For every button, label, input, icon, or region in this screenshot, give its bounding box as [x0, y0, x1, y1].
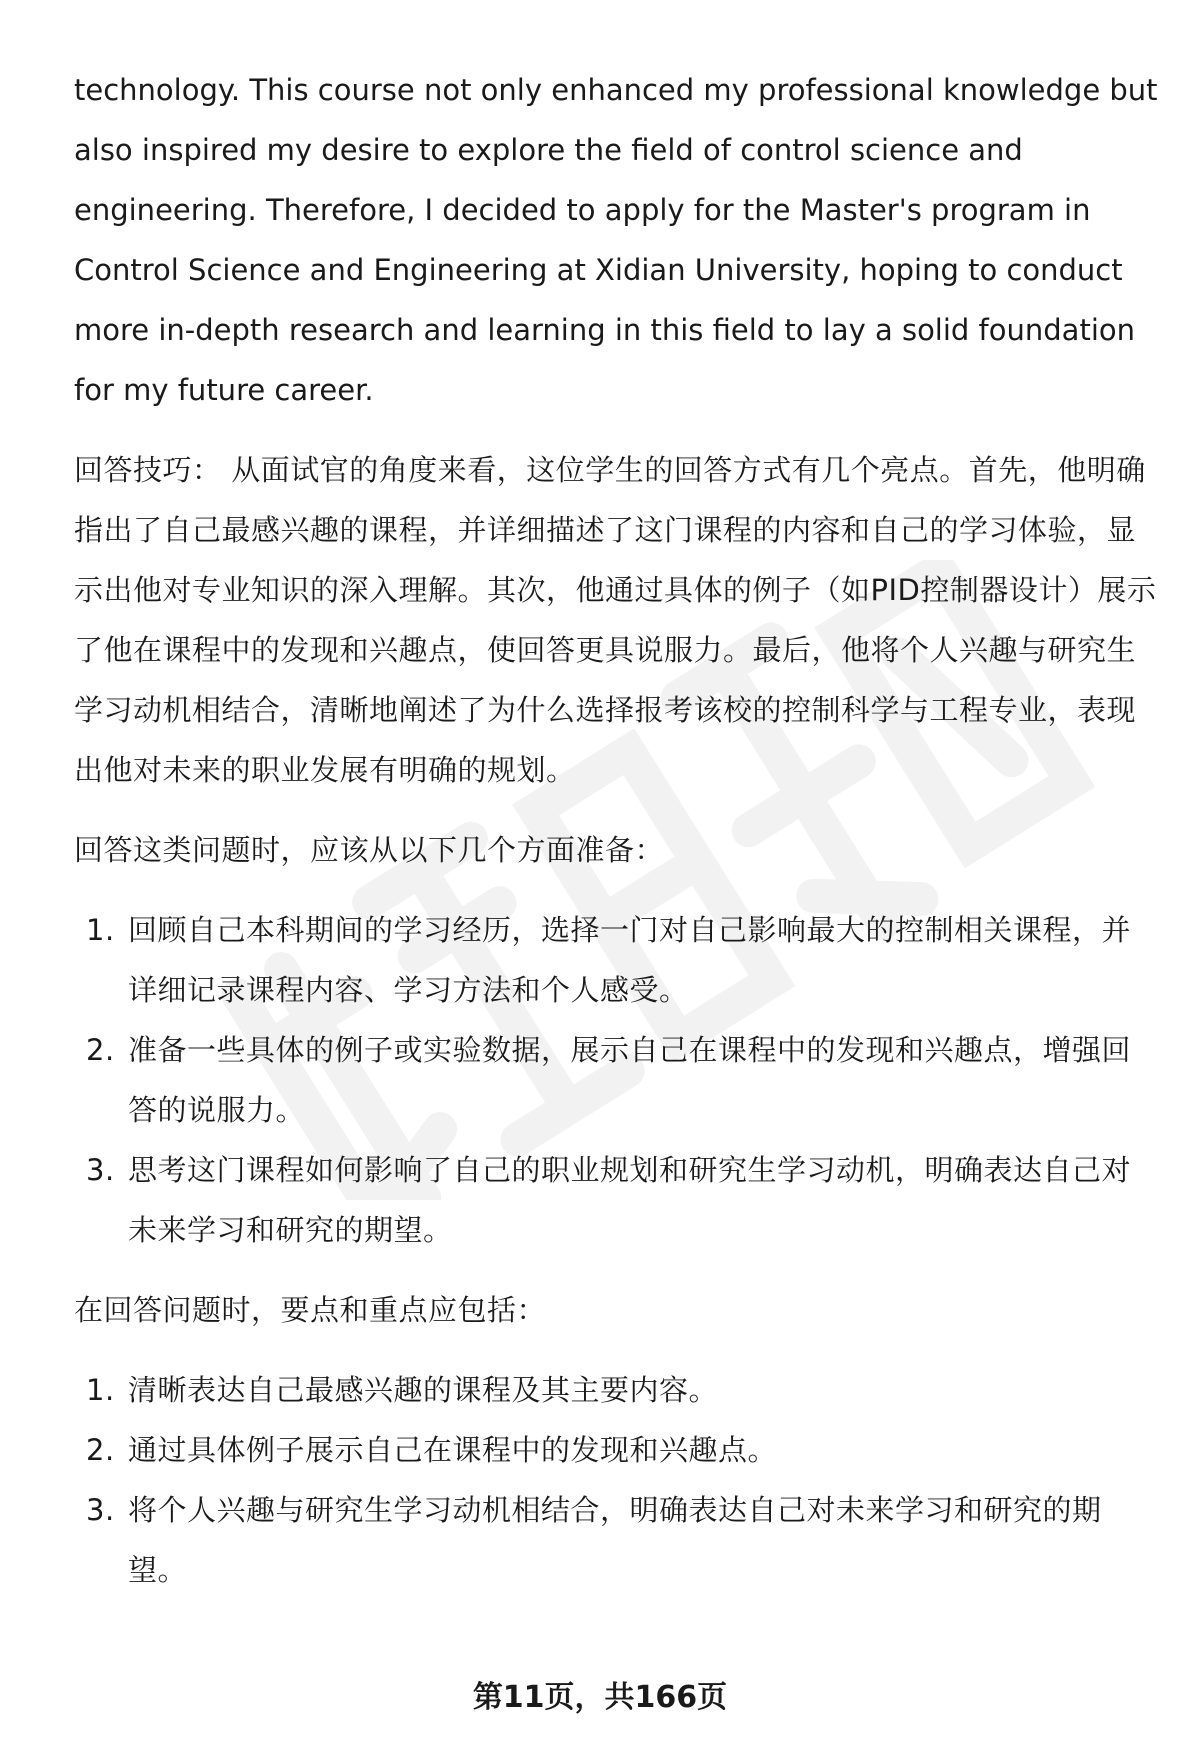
list-item-text: 准备一些具体的例子或实验数据，展示自己在课程中的发现和兴趣点，增强回答的说服力。: [128, 1033, 1132, 1127]
list-number: 2.: [86, 1433, 115, 1467]
list-number: 1.: [86, 913, 115, 947]
list-number: 2.: [86, 1033, 115, 1067]
list-item: [74, 1140, 1159, 1260]
list-item-text: 回顾自己本科期间的学习经历，选择一门对自己影响最大的控制相关课程，并详细记录课程内容、学习方法和个人感受。: [128, 913, 1132, 1007]
list-item-text: 清晰表达自己最感兴趣的课程及其主要内容。: [128, 1373, 719, 1407]
list-item: [74, 1420, 1159, 1480]
intro-paragraph: technology. This course not only enhanced my professional knowledge but also inspired my desire to explore the field of control science and engineering. Therefore, I decided to apply for the Master's program in Control Science and Engineering at Xidian University, hoping to conduct more in-depth research and learning in this field to lay a solid foundation for my future career.: [74, 73, 1158, 407]
prep-heading: 回答这类问题时，应该从以下几个方面准备：: [74, 833, 665, 867]
list-item-text: 思考这门课程如何影响了自己的职业规划和研究生学习动机，明确表达自己对未来学习和研究的期望。: [128, 1153, 1132, 1247]
list-number: 3.: [86, 1493, 115, 1527]
list-item: [74, 1360, 1159, 1420]
list-item: [74, 1480, 1159, 1600]
list-item-text: 将个人兴趣与研究生学习动机相结合，明确表达自己对未来学习和研究的期望。: [128, 1493, 1102, 1587]
list-number: 3.: [86, 1153, 115, 1187]
document-body: [74, 60, 1159, 1620]
prep-list: [74, 900, 1159, 1260]
page-number-footer: 第11页，共166页: [472, 1680, 728, 1715]
key-list: [74, 1360, 1159, 1600]
tips-paragraph: 回答技巧： 从面试官的角度来看，这位学生的回答方式有几个亮点。首先，他明确指出了自己最感兴趣的课程，并详细描述了这门课程的内容和自己的学习体验，显示出他对专业知识的深入理解。其次，他通过具体的例子（如PID控制器设计）展示了他在课程中的发现和兴趣点，使回答更具说服力。最后，他将个人兴趣与研究生学习动机相结合，清晰地阐述了为什么选择报考该校的控制科学与工程专业，表现出他对未来的职业发展有明确的规划。: [74, 453, 1157, 787]
key-heading: 在回答问题时，要点和重点应包括：: [74, 1293, 547, 1327]
list-item: [74, 900, 1159, 1020]
list-number: 1.: [86, 1373, 115, 1407]
list-item: [74, 1020, 1159, 1140]
list-item-text: 通过具体例子展示自己在课程中的发现和兴趣点。: [128, 1433, 778, 1467]
